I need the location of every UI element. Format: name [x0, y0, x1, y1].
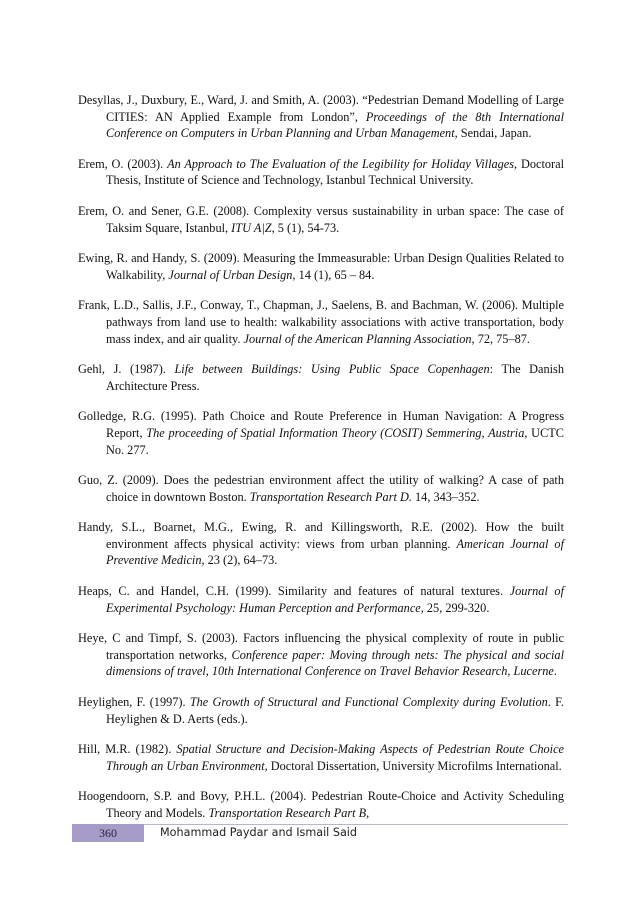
- reference-entry: [78, 694, 564, 727]
- reference-italic-text: Journal of the American Planning Association,: [243, 331, 475, 346]
- reference-entry: [78, 250, 564, 283]
- reference-italic-text: Journal of Experimental Psychology: Human Perception and Performance: [106, 584, 564, 615]
- reference-text: , Doctoral Thesis, Institute of Science and Technology, Istanbul Technical University.: [106, 156, 564, 188]
- reference-text: , 25, 299-320.: [420, 600, 490, 615]
- reference-text: Gehl, J. (1987).: [78, 362, 175, 377]
- reference-entry: [78, 519, 564, 569]
- reference-entry: [78, 630, 564, 680]
- reference-entry: [78, 408, 564, 458]
- reference-text: Doctoral Dissertation, University Microfilms International.: [267, 758, 562, 773]
- reference-entry: [78, 472, 564, 505]
- reference-text: Heylighen, F. (1997).: [78, 695, 190, 710]
- reference-entry: [78, 203, 564, 236]
- reference-text: 72, 75–87.: [474, 331, 530, 346]
- reference-entry: [78, 156, 564, 189]
- reference-italic-text: Proceedings of the 8th International Conference on Computers in Urban Planning and Urban Management: [106, 109, 564, 141]
- reference-text: Erem, O. (2003).: [78, 156, 168, 171]
- reference-italic-text: Transportation Research Part B,: [208, 806, 370, 820]
- reference-text: , 14 (1), 65 – 84.: [292, 267, 375, 282]
- reference-text: Ewing, R. and Handy, S. (2009). Measuring the Immeasurable: Urban Design Qualities Related to Walkability,: [78, 251, 564, 282]
- reference-text: Golledge, R.G. (1995). Path Choice and Route Preference in Human Navigation: A Progress Report,: [78, 409, 564, 440]
- reference-text: , 5 (1), 54-73.: [271, 220, 340, 235]
- reference-italic-text: Journal of Urban Design: [168, 267, 293, 282]
- reference-italic-text: Spatial Structure and Decision-Making Aspects of Pedestrian Route Choice Through an Urban Environment,: [106, 742, 564, 773]
- reference-text: Hoogendoorn, S.P. and Bovy, P.H.L. (2004). Pedestrian Route-Choice and Activity Scheduling Theory and Models.: [78, 789, 564, 820]
- reference-entry: [78, 297, 564, 347]
- reference-text: 23 (2), 64–73.: [204, 553, 278, 568]
- reference-italic-text: Life between Buildings: Using Public Space Copenhagen: [174, 362, 490, 377]
- reference-italic-text: The Growth of Structural and Functional Complexity during Evolution: [189, 695, 548, 710]
- footer-divider: [72, 824, 568, 825]
- reference-text: , Sendai, Japan.: [454, 126, 532, 141]
- reference-italic-text: Transportation Research Part D.: [249, 489, 412, 504]
- reference-text: Heaps, C. and Handel, C.H. (1999). Similarity and features of natural textures.: [78, 584, 510, 599]
- page-number: 360: [72, 824, 144, 842]
- reference-italic-text: Conference paper: Moving through nets: The physical and social dimensions of travel, 10th International Conference on Travel Behavior Research, Lucerne: [106, 647, 564, 679]
- reference-entry: [78, 741, 564, 774]
- reference-text: : The Danish Architecture Press.: [106, 362, 564, 393]
- reference-text: Frank, L.D., Sallis, J.F., Conway, T., Chapman, J., Saelens, B. and Bachman, W. (2006). Multiple pathways from land use to health: walkability associations with active transportation, body mass index, and air quality.: [78, 298, 564, 346]
- reference-italic-text: The proceeding of Spatial Information Theory (COSIT) Semmering, Austria: [146, 425, 525, 440]
- reference-text: Hill, M.R. (1982).: [78, 742, 177, 757]
- reference-text: Erem, O. and Sener, G.E. (2008). Complexity versus sustainability in urban space: The case of Taksim Square, Istanbul,: [78, 203, 564, 235]
- reference-italic-text: An Approach to The Evaluation of the Legibility for Holiday Villages: [167, 156, 515, 171]
- reference-text: .: [553, 664, 557, 679]
- reference-text: Desyllas, J., Duxbury, E., Ward, J. and Smith, A. (2003). “Pedestrian Demand Modelling of Large CITIES: AN Applied Example from London”,: [78, 93, 564, 124]
- reference-text: . F. Heylighen & D. Aerts (eds.).: [106, 695, 565, 726]
- reference-text: 14, 343–352.: [411, 489, 480, 504]
- reference-list: [78, 92, 564, 836]
- reference-entry: [78, 92, 564, 142]
- reference-text: Heye, C and Timpf, S. (2003). Factors influencing the physical complexity of route in public transportation networks,: [78, 631, 564, 662]
- footer-authors: Mohammad Paydar and Ismail Said: [160, 826, 358, 839]
- reference-italic-text: American Journal of Preventive Medicin,: [106, 536, 565, 568]
- reference-entry: [78, 361, 564, 394]
- reference-text: Handy, S.L., Boarnet, M.G., Ewing, R. and Killingsworth, R.E. (2002). How the built environment affects physical activity: views from urban planning.: [78, 520, 564, 551]
- reference-text: , UCTC No. 277.: [106, 425, 564, 457]
- reference-entry: [78, 788, 564, 821]
- reference-text: Guo, Z. (2009). Does the pedestrian environment affect the utility of walking? A case of path choice in downtown Boston.: [78, 473, 564, 504]
- reference-italic-text: ITU A|Z: [231, 220, 272, 235]
- reference-entry: [78, 583, 564, 616]
